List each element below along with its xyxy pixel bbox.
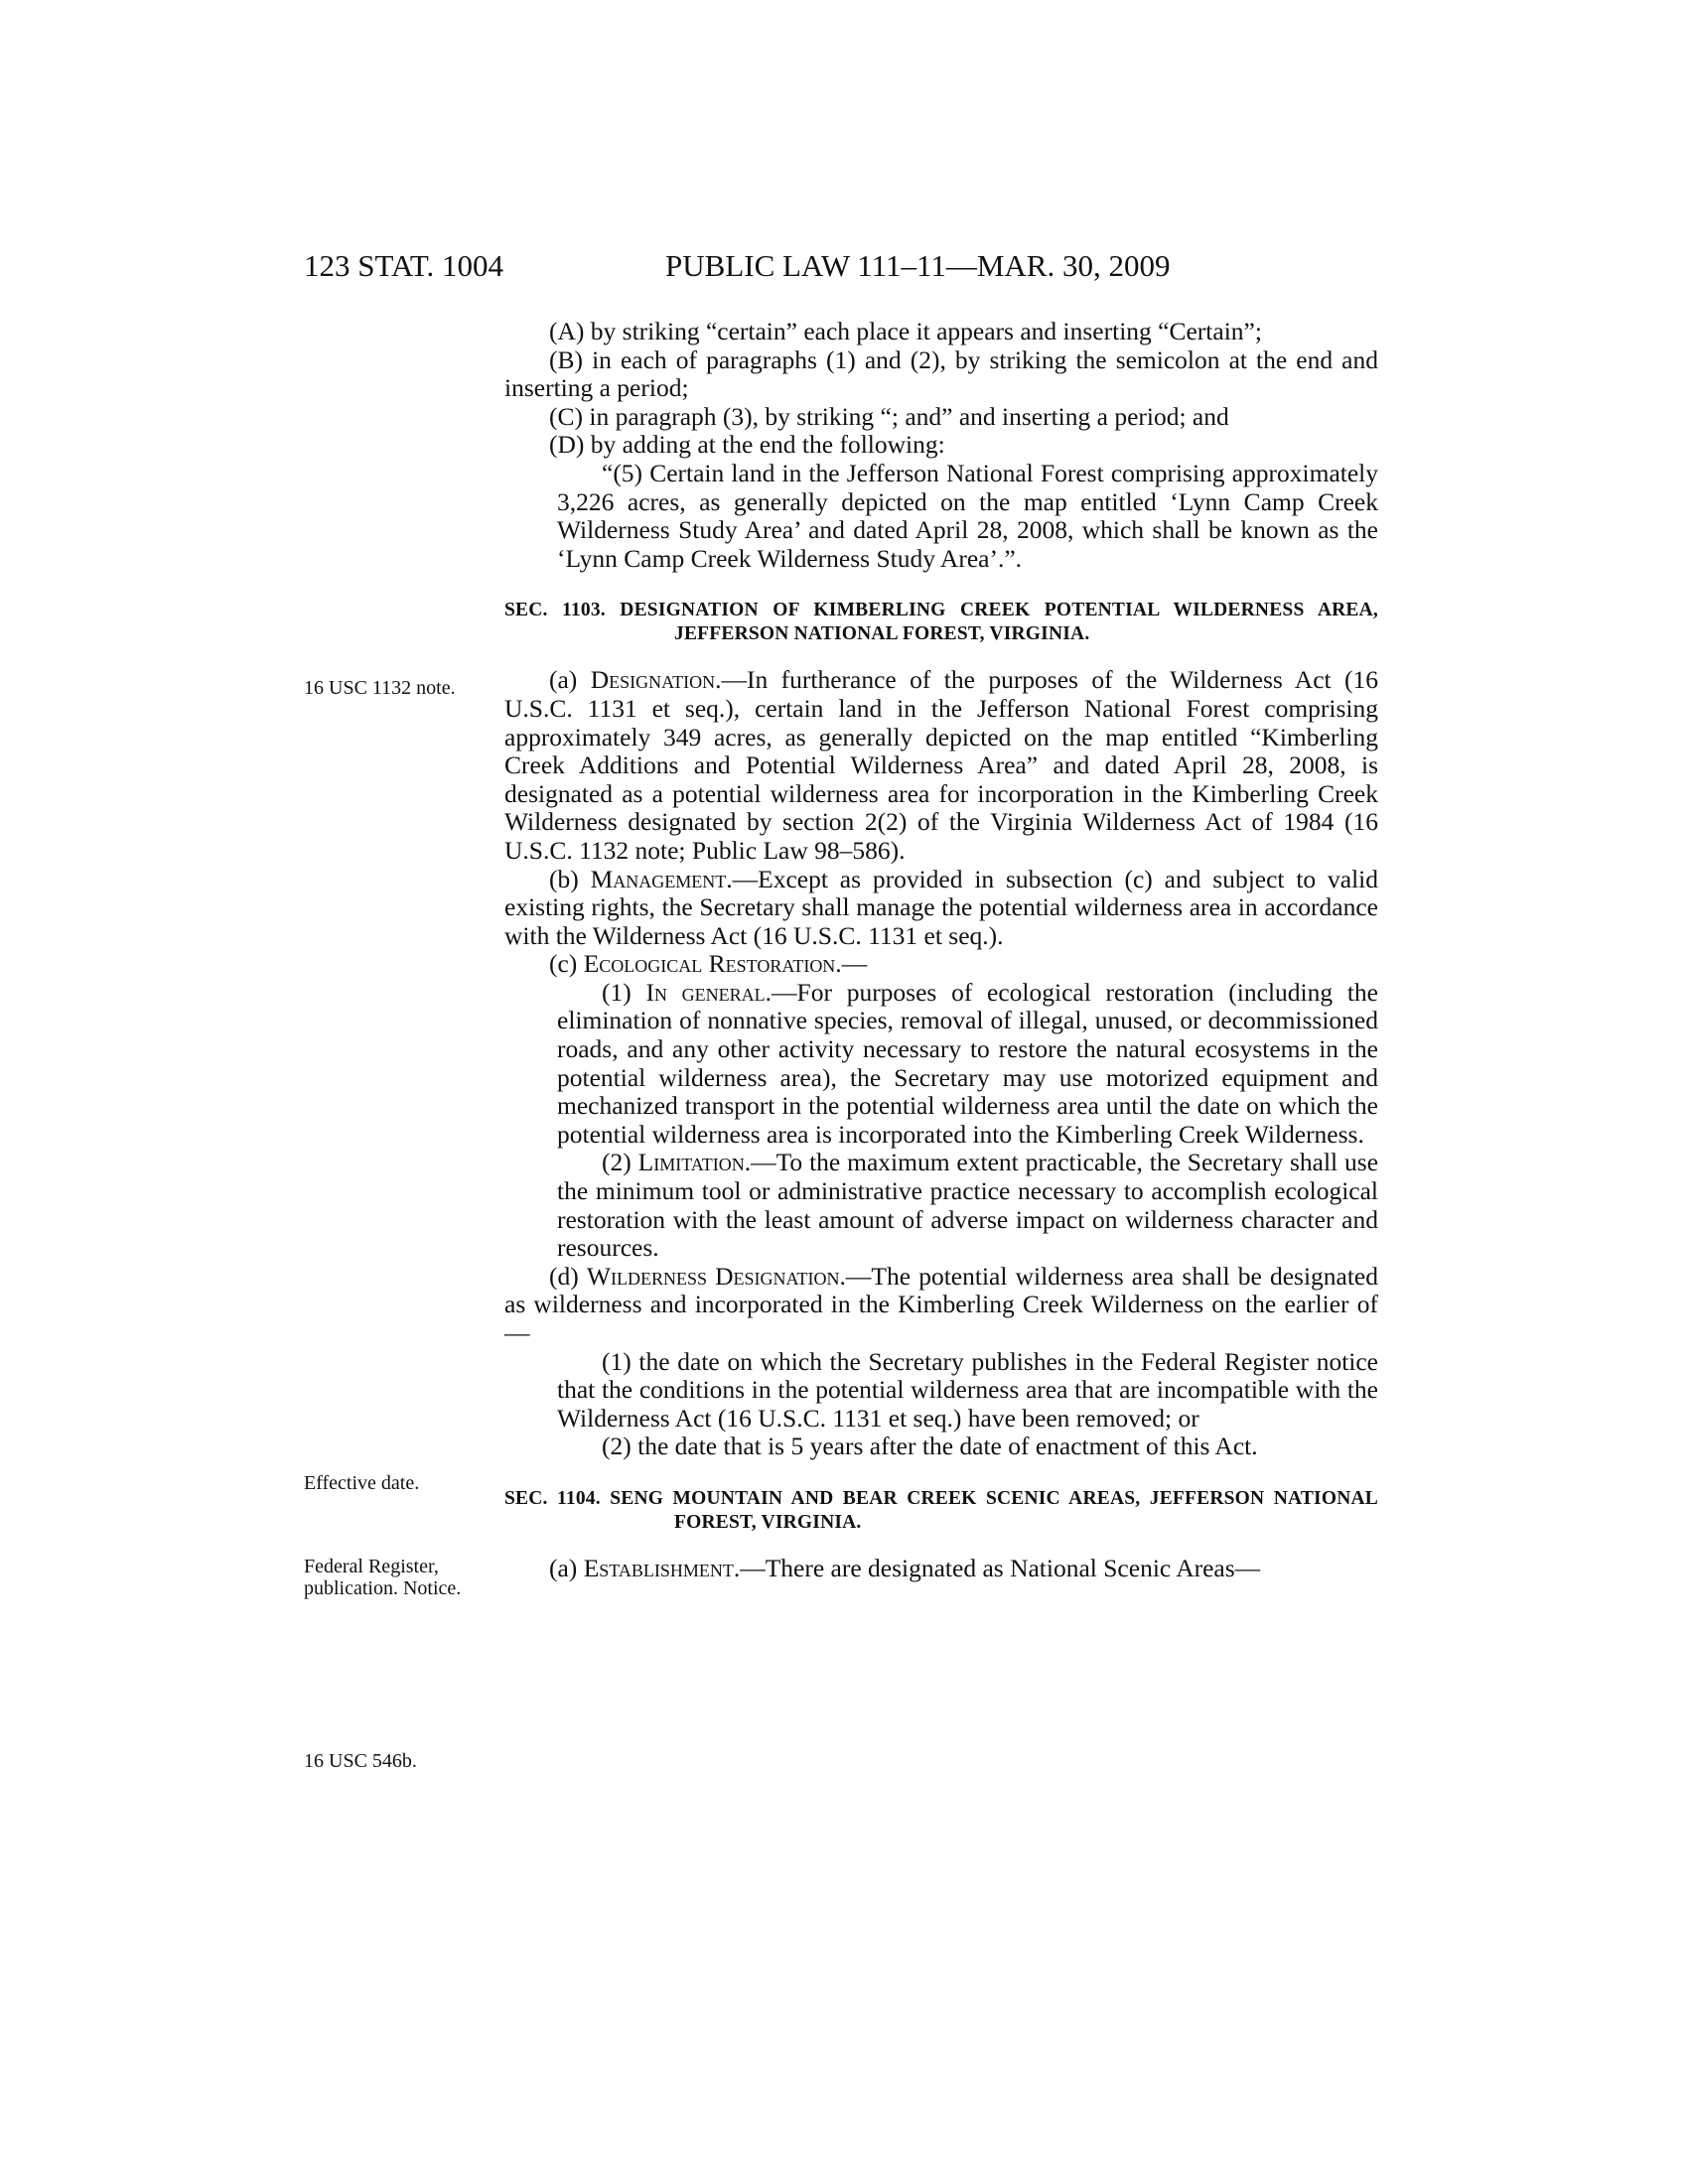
section-1103-heading: SEC. 1103. DESIGNATION OF KIMBERLING CREEK POTENTIAL WILDERNESS AREA, JEFFERSON NATIONAL FOREST, VIRGINIA. [504,600,1378,645]
paragraph-d1: (1) the date on which the Secretary publishes in the Federal Register notice that the conditions in the potential wilderness area that are incompatible with the Wilderness Act (16 U.S.C. 1131 et seq.) have been removed; or [557,1346,1378,1433]
paragraph-c1-text: —For purposes of ecological restoration (including the elimination of nonnative species, removal of illegal, unused, or decommissioned roads, and any other activity necessary to restore the natural ecosystems in the potential wilderness area), the Secretary may use motorized equipment and mechanized transport in the potential wilderness area until the date on which the potential wilderness area is incorporated into the Kimberling Creek Wilderness. [557,977,1378,1149]
paragraph-d2: (2) the date that is 5 years after the date of enactment of this Act. [602,1432,1258,1461]
subsection-1104-a-text: —There are designated as National Scenic Areas— [740,1553,1261,1582]
subsection-b-text: —Except as provided in subsection (c) and subject to valid existing rights, the Secretary shall manage the potential wilderness area in accordance with the Wilderness Act (16 U.S.C. 1131 et seq.). [504,864,1379,950]
paragraph-c2-prefix: (2) [602,1148,632,1177]
subsection-b-prefix: (b) [549,864,579,893]
running-title: PUBLIC LAW 111–11—MAR. 30, 2009 [665,248,1171,283]
page-body [504,318,1378,1583]
paragraph-c2-heading: Limitation. [637,1148,752,1177]
subsection-d-heading: Wilderness Designation. [586,1261,846,1291]
statute-page-number: 123 STAT. 1004 [304,248,504,283]
amendment-b: (B) in each of paragraphs (1) and (2), by striking the semicolon at the end and inserting a period; [504,344,1378,403]
subsection-a-heading: Designation. [590,665,722,695]
amendment-d: (D) by adding at the end the following: [549,430,945,460]
subsection-c-text: — [841,949,868,979]
margin-note-federal-register: Federal Register, publication. Notice. [304,1556,462,1599]
subsection-a-prefix: (a) [549,665,578,695]
amendment-a: (A) by striking “certain” each place it appears and inserting “Certain”; [549,317,1262,345]
subsection-a-text: —In furtherance of the purposes of the Wilderness Act (16 U.S.C. 1131 et seq.), certain land in the Jefferson National Forest comprising approximately 349 acres, as generally depicted on the map entitled “Kimberling Creek Additions and Potential Wilderness Area” and dated April 28, 2008, is designated as a potential wilderness area for incorporation in the Kimberling Creek Wilderness designated by section 2(2) of the Virginia Wilderness Act of 1984 (16 U.S.C. 1132 note; Public Law 98–586). [504,665,1379,865]
paragraph-c1-heading: In general. [645,977,773,1007]
subsection-c-heading: Ecological Restoration. [583,949,842,979]
subsection-1104-a [504,1555,1378,1583]
subsection-d [504,1263,1378,1348]
subsection-c [504,950,1378,979]
margin-note-usc-546b: 16 USC 546b. [304,1750,417,1772]
paragraph-c1-prefix: (1) [602,977,632,1007]
subsection-d-prefix: (d) [549,1261,579,1291]
page-header [0,248,1688,288]
margin-note-usc-1132: 16 USC 1132 note. [304,677,456,699]
amendment-c: (C) in paragraph (3), by striking “; and” and inserting a period; and [549,401,1229,431]
subsection-b-heading: Management. [590,864,733,893]
margin-note-effective-date: Effective date. [304,1472,420,1494]
paragraph-c1 [504,979,1378,1150]
subsection-c-prefix: (c) [549,949,578,979]
subsection-b [504,866,1378,951]
subsection-1104-a-heading: Establishment. [583,1553,741,1582]
section-1104-heading: SEC. 1104. SENG MOUNTAIN AND BEAR CREEK SCENIC AREAS, JEFFERSON NATIONAL FOREST, VIRGINIA. [504,1487,1378,1533]
quoted-paragraph-5: “(5) Certain land in the Jefferson National Forest comprising approximately 3,226 acres, as generally depicted on the map entitled ‘Lynn Camp Creek Wilderness Study Area’ and dated April 28, 2008, which shall be known as the ‘Lynn Camp Creek Wilderness Study Area’.”. [557,458,1378,573]
paragraph-c2 [504,1149,1378,1262]
subsection-d-text: —The potential wilderness area shall be designated as wilderness and incorporated in the Kimberling Creek Wilderness on the earlier of— [504,1261,1378,1347]
subsection-a [504,666,1378,865]
paragraph-c2-text: —To the maximum extent practicable, the Secretary shall use the minimum tool or administrative practice necessary to accomplish ecological restoration with the least amount of adverse impact on wilderness character and resources. [557,1148,1379,1263]
subsection-1104-a-prefix: (a) [549,1553,578,1582]
